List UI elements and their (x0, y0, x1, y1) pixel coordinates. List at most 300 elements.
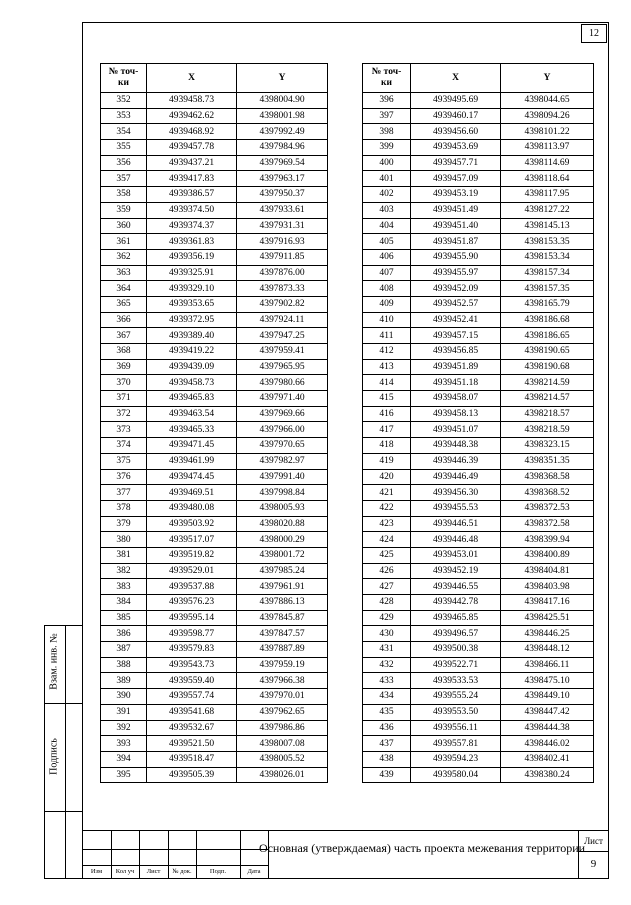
col-date: Дата (247, 868, 261, 875)
point-number: 437 (363, 736, 411, 752)
point-number: 404 (363, 218, 411, 234)
y-coordinate: 4398186.68 (501, 312, 594, 328)
point-number: 359 (101, 202, 147, 218)
point-number: 423 (363, 516, 411, 532)
y-coordinate: 4398165.79 (501, 296, 594, 312)
y-coordinate: 4397847.57 (237, 626, 328, 642)
table-row (363, 736, 594, 752)
point-number: 389 (101, 673, 147, 689)
x-coordinate: 4939579.83 (147, 642, 237, 658)
table-row (101, 485, 328, 501)
table-row (363, 124, 594, 140)
y-coordinate: 4398127.22 (501, 202, 594, 218)
y-coordinate: 4397950.37 (237, 187, 328, 203)
page-number-box: 12 (581, 24, 607, 43)
point-number: 368 (101, 344, 147, 360)
y-coordinate: 4398368.58 (501, 469, 594, 485)
table-row (101, 516, 328, 532)
x-coordinate: 4939500.38 (411, 642, 501, 658)
y-coordinate: 4398425.51 (501, 610, 594, 626)
point-number: 405 (363, 234, 411, 250)
y-coordinate: 4398403.98 (501, 579, 594, 595)
x-coordinate: 4939517.07 (147, 532, 237, 548)
point-number: 367 (101, 328, 147, 344)
point-number: 412 (363, 344, 411, 360)
table-row (363, 469, 594, 485)
x-coordinate: 4939519.82 (147, 547, 237, 563)
table-row (101, 124, 328, 140)
y-coordinate: 4397986.86 (237, 720, 328, 736)
table-row (363, 140, 594, 156)
x-coordinate: 4939465.83 (147, 391, 237, 407)
header-y: Y (501, 64, 594, 93)
table-row (363, 516, 594, 532)
col-signature: Подп. (209, 868, 227, 875)
coordinates-table-right (362, 63, 594, 783)
x-coordinate: 4939543.73 (147, 657, 237, 673)
x-coordinate: 4939541.68 (147, 704, 237, 720)
point-number: 371 (101, 391, 147, 407)
y-coordinate: 4397959.19 (237, 657, 328, 673)
x-coordinate: 4939455.90 (411, 249, 501, 265)
x-coordinate: 4939556.11 (411, 720, 501, 736)
table-row (101, 344, 328, 360)
y-coordinate: 4397971.40 (237, 391, 328, 407)
point-number: 411 (363, 328, 411, 344)
point-number: 410 (363, 312, 411, 328)
table-row (101, 155, 328, 171)
y-coordinate: 4398113.97 (501, 140, 594, 156)
point-number: 435 (363, 704, 411, 720)
point-number: 361 (101, 234, 147, 250)
table-row (101, 108, 328, 124)
document-title: Основная (утверждаемая) часть проекта межевания территории (258, 841, 586, 855)
point-number: 394 (101, 751, 147, 767)
point-number: 426 (363, 563, 411, 579)
y-coordinate: 4398000.29 (237, 532, 328, 548)
x-coordinate: 4939446.48 (411, 532, 501, 548)
y-coordinate: 4398444.38 (501, 720, 594, 736)
y-coordinate: 4398372.53 (501, 500, 594, 516)
table-row (363, 391, 594, 407)
point-number: 439 (363, 767, 411, 783)
point-number: 357 (101, 171, 147, 187)
point-number: 430 (363, 626, 411, 642)
x-coordinate: 4939456.30 (411, 485, 501, 501)
y-coordinate: 4398026.01 (237, 767, 328, 783)
y-coordinate: 4397886.13 (237, 595, 328, 611)
point-number: 386 (101, 626, 147, 642)
point-number: 372 (101, 406, 147, 422)
table-row (101, 265, 328, 281)
x-coordinate: 4939446.55 (411, 579, 501, 595)
table-row (363, 265, 594, 281)
y-coordinate: 4398094.26 (501, 108, 594, 124)
x-coordinate: 4939559.40 (147, 673, 237, 689)
point-number: 383 (101, 579, 147, 595)
table-row (101, 218, 328, 234)
table-row (101, 296, 328, 312)
x-coordinate: 4939595.14 (147, 610, 237, 626)
point-number: 379 (101, 516, 147, 532)
x-coordinate: 4939419.22 (147, 344, 237, 360)
point-number: 408 (363, 281, 411, 297)
table-row (101, 375, 328, 391)
y-coordinate: 4397992.49 (237, 124, 328, 140)
point-number: 421 (363, 485, 411, 501)
point-number: 425 (363, 547, 411, 563)
x-coordinate: 4939458.07 (411, 391, 501, 407)
point-number: 381 (101, 547, 147, 563)
table-row (363, 704, 594, 720)
table-row (101, 187, 328, 203)
y-coordinate: 4397911.85 (237, 249, 328, 265)
coordinates-table-left (100, 63, 328, 783)
point-number: 362 (101, 249, 147, 265)
x-coordinate: 4939452.41 (411, 312, 501, 328)
table-row (363, 657, 594, 673)
y-coordinate: 4397902.82 (237, 296, 328, 312)
point-number: 380 (101, 532, 147, 548)
side-stamp (44, 625, 82, 879)
y-coordinate: 4398153.35 (501, 234, 594, 250)
x-coordinate: 4939460.17 (411, 108, 501, 124)
header-point-number: № точ- ки (101, 64, 147, 93)
y-coordinate: 4397970.01 (237, 689, 328, 705)
table-row (363, 281, 594, 297)
point-number: 432 (363, 657, 411, 673)
point-number: 397 (363, 108, 411, 124)
point-number: 370 (101, 375, 147, 391)
table-row (363, 610, 594, 626)
table-row (101, 453, 328, 469)
point-number: 363 (101, 265, 147, 281)
point-number: 407 (363, 265, 411, 281)
x-coordinate: 4939521.50 (147, 736, 237, 752)
point-number: 427 (363, 579, 411, 595)
col-doc-number: № док. (172, 868, 192, 875)
table-row (363, 720, 594, 736)
x-coordinate: 4939461.99 (147, 453, 237, 469)
y-coordinate: 4397969.54 (237, 155, 328, 171)
point-number: 393 (101, 736, 147, 752)
point-number: 366 (101, 312, 147, 328)
sheet-number: 9 (590, 858, 597, 870)
x-coordinate: 4939453.19 (411, 187, 501, 203)
y-coordinate: 4397991.40 (237, 469, 328, 485)
point-number: 418 (363, 438, 411, 454)
y-coordinate: 4397933.61 (237, 202, 328, 218)
y-coordinate: 4397966.38 (237, 673, 328, 689)
point-number: 420 (363, 469, 411, 485)
point-number: 406 (363, 249, 411, 265)
y-coordinate: 4397998.84 (237, 485, 328, 501)
point-number: 424 (363, 532, 411, 548)
x-coordinate: 4939417.83 (147, 171, 237, 187)
x-coordinate: 4939452.09 (411, 281, 501, 297)
y-coordinate: 4398447.42 (501, 704, 594, 720)
table-row (363, 453, 594, 469)
table-row (101, 391, 328, 407)
point-number: 433 (363, 673, 411, 689)
y-coordinate: 4397947.25 (237, 328, 328, 344)
table-row (101, 689, 328, 705)
title-block (82, 830, 609, 879)
x-coordinate: 4939458.73 (147, 93, 237, 109)
table-row (363, 438, 594, 454)
y-coordinate: 4398004.90 (237, 93, 328, 109)
y-coordinate: 4397984.96 (237, 140, 328, 156)
x-coordinate: 4939374.37 (147, 218, 237, 234)
y-coordinate: 4398466.11 (501, 657, 594, 673)
x-coordinate: 4939374.50 (147, 202, 237, 218)
x-coordinate: 4939505.39 (147, 767, 237, 783)
point-number: 402 (363, 187, 411, 203)
x-coordinate: 4939451.87 (411, 234, 501, 250)
y-coordinate: 4398001.72 (237, 547, 328, 563)
table-row (101, 140, 328, 156)
table-row (363, 328, 594, 344)
y-coordinate: 4398446.25 (501, 626, 594, 642)
y-coordinate: 4397985.24 (237, 563, 328, 579)
x-coordinate: 4939537.88 (147, 579, 237, 595)
point-number: 388 (101, 657, 147, 673)
y-coordinate: 4397845.87 (237, 610, 328, 626)
table-row (101, 312, 328, 328)
x-coordinate: 4939353.65 (147, 296, 237, 312)
y-coordinate: 4397873.33 (237, 281, 328, 297)
table-row (101, 547, 328, 563)
y-coordinate: 4397931.31 (237, 218, 328, 234)
table-row (101, 579, 328, 595)
y-coordinate: 4398351.35 (501, 453, 594, 469)
y-coordinate: 4398368.52 (501, 485, 594, 501)
point-number: 400 (363, 155, 411, 171)
y-coordinate: 4398475.10 (501, 673, 594, 689)
table-row (363, 422, 594, 438)
table-row (101, 438, 328, 454)
table-row (363, 155, 594, 171)
table-row (363, 108, 594, 124)
point-number: 365 (101, 296, 147, 312)
header-y: Y (237, 64, 328, 93)
x-coordinate: 4939496.57 (411, 626, 501, 642)
point-number: 417 (363, 422, 411, 438)
table-row (101, 422, 328, 438)
x-coordinate: 4939458.13 (411, 406, 501, 422)
y-coordinate: 4398380.24 (501, 767, 594, 783)
x-coordinate: 4939325.91 (147, 265, 237, 281)
x-coordinate: 4939446.51 (411, 516, 501, 532)
x-coordinate: 4939329.10 (147, 281, 237, 297)
table-row (363, 249, 594, 265)
x-coordinate: 4939446.49 (411, 469, 501, 485)
y-coordinate: 4398218.57 (501, 406, 594, 422)
table-row (101, 657, 328, 673)
point-number: 422 (363, 500, 411, 516)
table-row (363, 171, 594, 187)
y-coordinate: 4398114.69 (501, 155, 594, 171)
y-coordinate: 4397980.66 (237, 375, 328, 391)
point-number: 419 (363, 453, 411, 469)
point-number: 387 (101, 642, 147, 658)
x-coordinate: 4939453.01 (411, 547, 501, 563)
table-row (101, 704, 328, 720)
point-number: 431 (363, 642, 411, 658)
y-coordinate: 4397969.66 (237, 406, 328, 422)
y-coordinate: 4398157.35 (501, 281, 594, 297)
x-coordinate: 4939457.78 (147, 140, 237, 156)
x-coordinate: 4939448.38 (411, 438, 501, 454)
table-row (363, 312, 594, 328)
y-coordinate: 4397962.65 (237, 704, 328, 720)
table-row (363, 547, 594, 563)
y-coordinate: 4397965.95 (237, 359, 328, 375)
table-row (363, 595, 594, 611)
point-number: 390 (101, 689, 147, 705)
table-row (101, 469, 328, 485)
point-number: 384 (101, 595, 147, 611)
table-row (101, 359, 328, 375)
point-number: 382 (101, 563, 147, 579)
y-coordinate: 4398190.65 (501, 344, 594, 360)
y-coordinate: 4398399.94 (501, 532, 594, 548)
point-number: 436 (363, 720, 411, 736)
x-coordinate: 4939576.23 (147, 595, 237, 611)
table-row (101, 281, 328, 297)
x-coordinate: 4939452.57 (411, 296, 501, 312)
y-coordinate: 4398001.98 (237, 108, 328, 124)
table-row (363, 689, 594, 705)
x-coordinate: 4939553.50 (411, 704, 501, 720)
table-row (101, 171, 328, 187)
y-coordinate: 4398005.93 (237, 500, 328, 516)
x-coordinate: 4939480.08 (147, 500, 237, 516)
y-coordinate: 4397876.00 (237, 265, 328, 281)
table-row (363, 375, 594, 391)
y-coordinate: 4397924.11 (237, 312, 328, 328)
table-row (363, 406, 594, 422)
x-coordinate: 4939439.09 (147, 359, 237, 375)
y-coordinate: 4397961.91 (237, 579, 328, 595)
x-coordinate: 4939495.69 (411, 93, 501, 109)
x-coordinate: 4939457.09 (411, 171, 501, 187)
point-number: 399 (363, 140, 411, 156)
table-row (101, 673, 328, 689)
x-coordinate: 4939555.24 (411, 689, 501, 705)
col-list: Лист (146, 868, 161, 875)
point-number: 391 (101, 704, 147, 720)
sheet-label: Лист (584, 836, 603, 846)
x-coordinate: 4939557.74 (147, 689, 237, 705)
x-coordinate: 4939468.92 (147, 124, 237, 140)
x-coordinate: 4939474.45 (147, 469, 237, 485)
table-row (101, 767, 328, 783)
x-coordinate: 4939557.81 (411, 736, 501, 752)
x-coordinate: 4939452.19 (411, 563, 501, 579)
y-coordinate: 4398449.10 (501, 689, 594, 705)
y-coordinate: 4397982.97 (237, 453, 328, 469)
x-coordinate: 4939453.69 (411, 140, 501, 156)
table-row (363, 563, 594, 579)
table-row (101, 249, 328, 265)
x-coordinate: 4939457.15 (411, 328, 501, 344)
table-row (101, 234, 328, 250)
x-coordinate: 4939386.57 (147, 187, 237, 203)
point-number: 428 (363, 595, 411, 611)
x-coordinate: 4939389.40 (147, 328, 237, 344)
table-row (101, 642, 328, 658)
x-coordinate: 4939356.19 (147, 249, 237, 265)
table-row (101, 328, 328, 344)
table-row (363, 202, 594, 218)
table-row (363, 187, 594, 203)
x-coordinate: 4939372.95 (147, 312, 237, 328)
x-coordinate: 4939446.39 (411, 453, 501, 469)
x-coordinate: 4939532.67 (147, 720, 237, 736)
x-coordinate: 4939465.33 (147, 422, 237, 438)
y-coordinate: 4397887.89 (237, 642, 328, 658)
point-number: 354 (101, 124, 147, 140)
y-coordinate: 4397970.65 (237, 438, 328, 454)
point-number: 374 (101, 438, 147, 454)
point-number: 385 (101, 610, 147, 626)
table-row (363, 485, 594, 501)
point-number: 396 (363, 93, 411, 109)
y-coordinate: 4398153.34 (501, 249, 594, 265)
header-x: X (147, 64, 237, 93)
y-coordinate: 4398007.08 (237, 736, 328, 752)
point-number: 377 (101, 485, 147, 501)
y-coordinate: 4397963.17 (237, 171, 328, 187)
point-number: 429 (363, 610, 411, 626)
x-coordinate: 4939451.07 (411, 422, 501, 438)
point-number: 369 (101, 359, 147, 375)
vzam-inv-label: Взам. инв. № (48, 633, 60, 690)
point-number: 434 (363, 689, 411, 705)
x-coordinate: 4939442.78 (411, 595, 501, 611)
x-coordinate: 4939457.71 (411, 155, 501, 171)
x-coordinate: 4939451.89 (411, 359, 501, 375)
table-row (363, 359, 594, 375)
y-coordinate: 4398190.68 (501, 359, 594, 375)
point-number: 360 (101, 218, 147, 234)
y-coordinate: 4398186.65 (501, 328, 594, 344)
point-number: 438 (363, 751, 411, 767)
y-coordinate: 4398020.88 (237, 516, 328, 532)
point-number: 376 (101, 469, 147, 485)
table-row (363, 296, 594, 312)
point-number: 358 (101, 187, 147, 203)
header-x: X (411, 64, 501, 93)
table-row (363, 344, 594, 360)
table-row (101, 736, 328, 752)
table-row (101, 406, 328, 422)
table-row (363, 532, 594, 548)
table-row (101, 626, 328, 642)
x-coordinate: 4939580.04 (411, 767, 501, 783)
point-number: 378 (101, 500, 147, 516)
point-number: 395 (101, 767, 147, 783)
y-coordinate: 4398005.52 (237, 751, 328, 767)
x-coordinate: 4939451.18 (411, 375, 501, 391)
table-row (101, 610, 328, 626)
point-number: 398 (363, 124, 411, 140)
x-coordinate: 4939456.60 (411, 124, 501, 140)
point-number: 414 (363, 375, 411, 391)
signature-label: Подпись (48, 738, 60, 775)
x-coordinate: 4939462.62 (147, 108, 237, 124)
